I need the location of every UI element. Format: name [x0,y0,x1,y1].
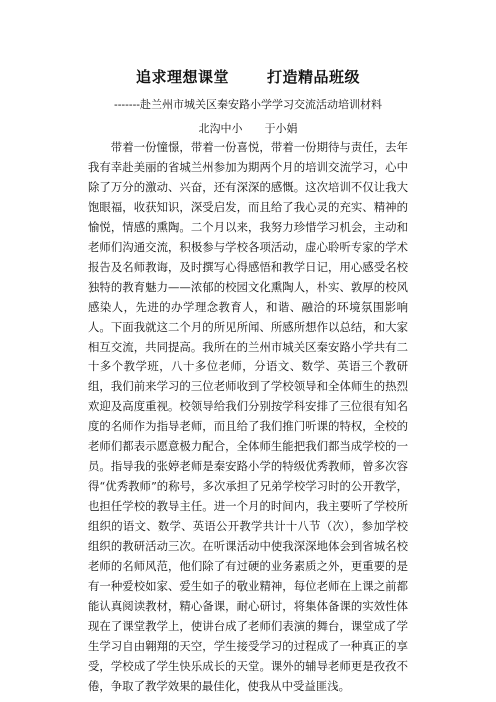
title-part-2: 打造精品班级 [267,68,361,86]
body-paragraph: 带着一份憧憬，带着一份喜悦，带着一份期待与责任，去年我有幸赴美丽的省城兰州参加为期两个月的培训交流学习，心中除了万分的激动、兴奋，还有深深的感慨。这次培训不仅让我大饱眼福，收获知识，深受启发，而且给了我心灵的充实、精神的愉悦，情感的熏陶。二个月以来，我努力珍惜学习机会，主动和老师们沟通交流，积极参与学校各项活动，虚心聆听专家的学术报告及名师教诲，及时撰写心得感悟和教学日记，用心感受名校独特的教育魅力——浓郁的校园文化熏陶人，朴实、敦厚的校风感染人，先进的办学理念教育人，和谐、融洽的环境氛围影响人。下面我就这二个月的所见所闻、所感所想作以总结，和大家相互交流，共同提高。我所在的兰州市城关区秦安路小学共有二十多个教学班，八十多位老师，分语文、数学、英语三个教研组，我们前来学习的三位老师收到了学校领导和全体师生的热烈欢迎及高度重视。校领导给我们分别按学科安排了三位很有知名度的名师作为指导老师，而且给了我们推门听课的特权，全校的老师们都表示愿意极力配合，全体师生能把我们都当成学校的一员。指导我的张婷老师是秦安路小学的特级优秀教师，曾多次容得“优秀教师”的称号，多次承担了兄弟学校学习时的公开教学，也担任学校的教导主任。进一个月的时间内，我主要听了学校所组织的语文、数学、英语公开教学共计十八节（次），参加学校组织的教研活动三次。在听课活动中使我深深地体会到省城名校老师的名师风范，他们除了有过硬的业务素质之外，更重要的是有一种爱校如家、爱生如子的敬业精神，每位老师在上课之前都能认真阅读教材，精心备课，耐心研讨，将集体备课的实效性体现在了课堂教学上，使讲台成了老师们表演的舞台，课堂成了学生学习自由翱翔的天空，学生接受学习的过程成了一种真正的享受，学校成了学生快乐成长的天堂。课外的辅导老师更是孜孜不倦，争取了教学效果的最佳化，使我从中受益匪浅。 [88,140,408,693]
document-title [0,66,496,87]
author-byline [0,120,496,136]
school-name: 北沟中小 [198,122,243,135]
title-part-1: 追求理想课堂 [135,68,229,86]
author-name: 于小娟 [264,122,298,135]
document-subtitle: -------赴兰州市城关区秦安路小学学习交流活动培训材料 [113,98,383,111]
